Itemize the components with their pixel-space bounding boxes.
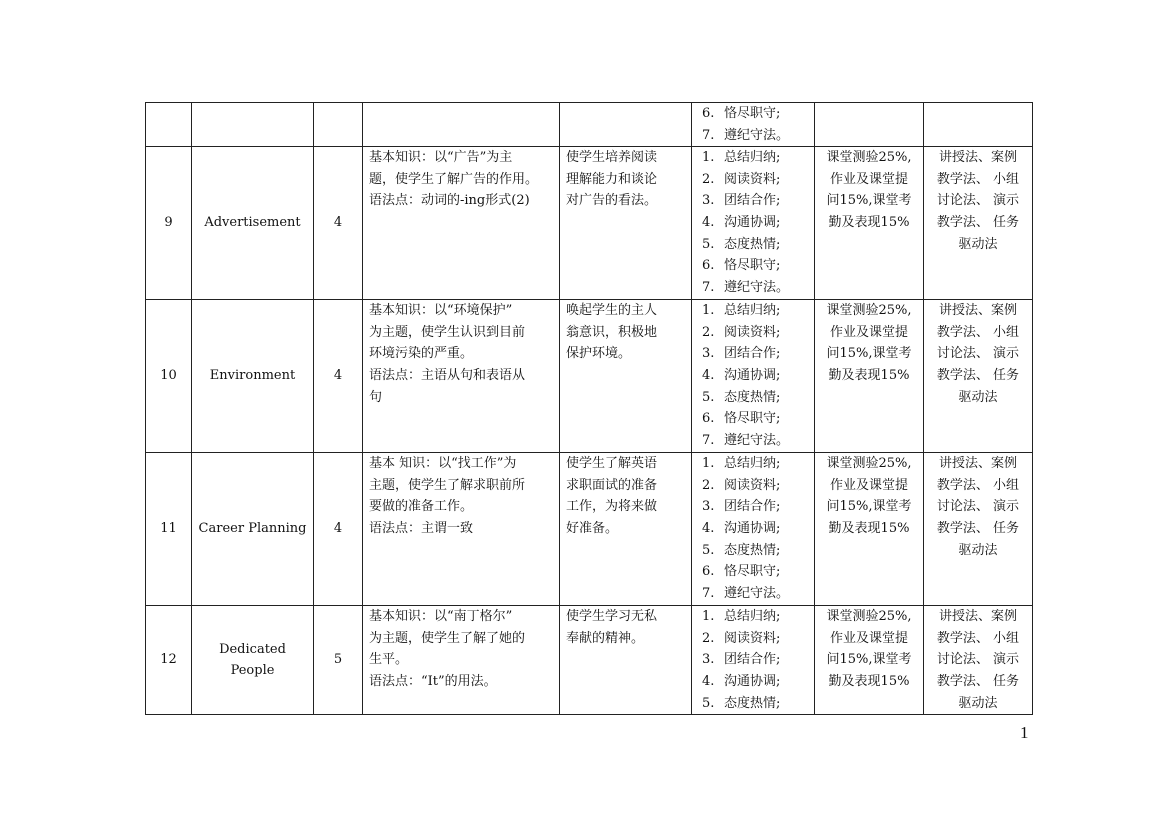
lesson-number-cell-text: 9 bbox=[164, 215, 173, 231]
list-item bbox=[702, 234, 814, 256]
hours-cell bbox=[314, 147, 363, 300]
skill-number: 3. bbox=[702, 652, 715, 668]
knowledge-cell-text: 基本知识：以“南丁格尔” 为主题，使学生了解了她的 生平。 语法点：“It”的用法。 bbox=[369, 609, 526, 689]
teaching-methods-cell bbox=[924, 147, 1033, 300]
skill-number: 5. bbox=[702, 236, 715, 252]
page-number: 1 bbox=[1020, 723, 1029, 742]
list-item bbox=[702, 300, 814, 322]
topic-cell-text: Advertisement bbox=[204, 215, 301, 231]
skill-number: 7. bbox=[702, 279, 715, 295]
skill-text: 遵纪守法。 bbox=[724, 279, 790, 295]
lesson-number-cell-text: 11 bbox=[160, 521, 177, 537]
list-item bbox=[702, 103, 814, 125]
list-item bbox=[702, 255, 814, 277]
list-item bbox=[702, 649, 814, 671]
lesson-number-cell bbox=[146, 147, 192, 300]
lesson-number-cell bbox=[146, 453, 192, 606]
skill-list bbox=[692, 147, 814, 298]
teaching-methods-cell bbox=[924, 300, 1033, 453]
quality-goal-cell bbox=[560, 453, 692, 606]
skill-list bbox=[692, 103, 814, 146]
hours-cell-text: 5 bbox=[333, 652, 343, 668]
table-row bbox=[146, 606, 1033, 715]
skill-text: 沟通协调; bbox=[724, 520, 781, 536]
skill-number: 2. bbox=[702, 171, 715, 187]
skill-text: 沟通协调; bbox=[724, 214, 781, 230]
teaching-methods-cell-text: 讲授法、案例 教学法、 小组 讨论法、 演示 教学法、 任务 驱动法 bbox=[936, 150, 1020, 252]
skill-number: 6. bbox=[702, 564, 715, 580]
quality-goal-cell bbox=[560, 147, 692, 300]
list-item bbox=[702, 518, 814, 540]
knowledge-cell-text: 基本 知识：以“找工作”为 主题，使学生了解求职前所 要做的准备工作。 语法点：主谓一致 bbox=[369, 456, 526, 536]
topic-cell-text: Environment bbox=[209, 368, 296, 384]
skills-cell bbox=[692, 453, 815, 606]
knowledge-cell-text: 基本知识：以“广告”为主 题，使学生了解广告的作用。 语法点：动词的-ing形式(2) bbox=[369, 150, 539, 209]
knowledge-cell bbox=[363, 103, 560, 147]
hours-cell bbox=[314, 453, 363, 606]
list-item bbox=[702, 606, 814, 628]
assessment-cell bbox=[815, 103, 924, 147]
quality-goal-cell bbox=[560, 300, 692, 453]
skill-number: 4. bbox=[702, 520, 715, 536]
assessment-cell-text: 课堂测验25%, 作业及课堂提 问15%,课堂考 勤及表现15% bbox=[826, 609, 912, 689]
skill-text: 总结归纳; bbox=[724, 150, 781, 166]
topic-cell bbox=[192, 147, 314, 300]
teaching-methods-cell-text: 讲授法、案例 教学法、 小组 讨论法、 演示 教学法、 任务 驱动法 bbox=[936, 609, 1020, 711]
list-item bbox=[702, 147, 814, 169]
skills-cell bbox=[692, 147, 815, 300]
topic-cell bbox=[192, 453, 314, 606]
skill-number: 3. bbox=[702, 499, 715, 515]
assessment-cell-text: 课堂测验25%, 作业及课堂提 问15%,课堂考 勤及表现15% bbox=[826, 303, 912, 383]
table-body bbox=[146, 103, 1033, 715]
list-item bbox=[702, 190, 814, 212]
skill-text: 团结合作; bbox=[724, 499, 781, 515]
skill-number: 6. bbox=[702, 411, 715, 427]
skill-number: 6. bbox=[702, 106, 715, 121]
topic-cell bbox=[192, 606, 314, 715]
skill-number: 2. bbox=[702, 477, 715, 493]
list-item bbox=[702, 671, 814, 693]
skill-text: 阅读资料; bbox=[724, 324, 781, 340]
skill-text: 恪尽职守; bbox=[724, 564, 781, 580]
skill-list bbox=[692, 453, 814, 604]
skill-number: 7. bbox=[702, 585, 715, 601]
lesson-number-cell bbox=[146, 103, 192, 147]
hours-cell bbox=[314, 103, 363, 147]
list-item bbox=[702, 365, 814, 387]
topic-cell-text: Dedicated People bbox=[219, 641, 286, 679]
skill-text: 沟通协调; bbox=[724, 673, 781, 689]
skill-text: 团结合作; bbox=[724, 652, 781, 668]
skill-number: 3. bbox=[702, 346, 715, 362]
quality-goal-cell-text: 使学生了解英语 求职面试的准备 工作，为将来做 好准备。 bbox=[566, 456, 658, 536]
knowledge-cell bbox=[363, 300, 560, 453]
skills-cell bbox=[692, 103, 815, 147]
assessment-cell bbox=[815, 453, 924, 606]
lesson-number-cell-text: 12 bbox=[160, 652, 177, 668]
list-item bbox=[702, 453, 814, 475]
skill-text: 恪尽职守; bbox=[724, 411, 781, 427]
skill-text: 团结合作; bbox=[724, 193, 781, 209]
list-item bbox=[702, 583, 814, 605]
list-item bbox=[702, 475, 814, 497]
skill-text: 态度热情; bbox=[724, 695, 781, 711]
skill-text: 团结合作; bbox=[724, 346, 781, 362]
skill-text: 态度热情; bbox=[724, 542, 781, 558]
skill-number: 4. bbox=[702, 673, 715, 689]
quality-goal-cell-text: 使学生培养阅读 理解能力和谈论 对广告的看法。 bbox=[566, 150, 658, 209]
topic-cell bbox=[192, 103, 314, 147]
teaching-methods-cell bbox=[924, 606, 1033, 715]
assessment-cell bbox=[815, 606, 924, 715]
skill-text: 遵纪守法。 bbox=[724, 127, 790, 143]
teaching-methods-cell-text: 讲授法、案例 教学法、 小组 讨论法、 演示 教学法、 任务 驱动法 bbox=[936, 456, 1020, 558]
course-plan-table bbox=[145, 102, 1033, 715]
topic-cell bbox=[192, 300, 314, 453]
knowledge-cell bbox=[363, 453, 560, 606]
hours-cell bbox=[314, 606, 363, 715]
list-item bbox=[702, 387, 814, 409]
assessment-cell bbox=[815, 147, 924, 300]
teaching-methods-cell-text: 讲授法、案例 教学法、 小组 讨论法、 演示 教学法、 任务 驱动法 bbox=[936, 303, 1020, 405]
skill-text: 恪尽职守; bbox=[724, 258, 781, 274]
skill-text: 遵纪守法。 bbox=[724, 585, 790, 601]
skill-number: 1. bbox=[702, 303, 715, 319]
list-item bbox=[702, 496, 814, 518]
skill-text: 沟通协调; bbox=[724, 367, 781, 383]
skill-number: 1. bbox=[702, 456, 715, 472]
list-item bbox=[702, 322, 814, 344]
teaching-methods-cell bbox=[924, 103, 1033, 147]
quality-goal-cell bbox=[560, 606, 692, 715]
skill-list bbox=[692, 300, 814, 451]
list-item bbox=[702, 277, 814, 299]
skill-number: 2. bbox=[702, 630, 715, 646]
knowledge-cell bbox=[363, 606, 560, 715]
skill-text: 态度热情; bbox=[724, 389, 781, 405]
skill-text: 阅读资料; bbox=[724, 171, 781, 187]
skill-text: 总结归纳; bbox=[724, 456, 781, 472]
skill-number: 1. bbox=[702, 150, 715, 166]
skill-number: 5. bbox=[702, 389, 715, 405]
list-item bbox=[702, 540, 814, 562]
topic-cell-text: Career Planning bbox=[198, 521, 307, 537]
hours-cell-text: 4 bbox=[333, 215, 343, 231]
table-row bbox=[146, 300, 1033, 453]
list-item bbox=[702, 561, 814, 583]
skill-text: 总结归纳; bbox=[724, 609, 781, 625]
skill-text: 阅读资料; bbox=[724, 630, 781, 646]
skill-list bbox=[692, 606, 814, 714]
quality-goal-cell-text: 唤起学生的主人 翁意识，积极地 保护环境。 bbox=[566, 303, 658, 362]
skill-text: 阅读资料; bbox=[724, 477, 781, 493]
list-item bbox=[702, 125, 814, 147]
list-item bbox=[702, 628, 814, 650]
table-row bbox=[146, 147, 1033, 300]
knowledge-cell-text: 基本知识：以“环境保护” 为主题，使学生认识到目前 环境污染的严重。 语法点：主语从句和表语从 句 bbox=[369, 303, 526, 405]
skill-number: 1. bbox=[702, 609, 715, 625]
list-item bbox=[702, 408, 814, 430]
list-item bbox=[702, 693, 814, 715]
hours-cell-text: 4 bbox=[333, 368, 343, 384]
skill-text: 总结归纳; bbox=[724, 303, 781, 319]
knowledge-cell bbox=[363, 147, 560, 300]
list-item bbox=[702, 212, 814, 234]
skill-text: 遵纪守法。 bbox=[724, 432, 790, 448]
lesson-number-cell-text: 10 bbox=[160, 368, 177, 384]
hours-cell bbox=[314, 300, 363, 453]
skill-number: 2. bbox=[702, 324, 715, 340]
skill-text: 恪尽职守; bbox=[724, 106, 781, 121]
quality-goal-cell-text: 使学生学习无私 奉献的精神。 bbox=[566, 609, 658, 646]
list-item bbox=[702, 169, 814, 191]
skill-number: 6. bbox=[702, 258, 715, 274]
skill-number: 7. bbox=[702, 127, 715, 143]
table-row bbox=[146, 453, 1033, 606]
skill-text: 态度热情; bbox=[724, 236, 781, 252]
skill-number: 7. bbox=[702, 432, 715, 448]
skill-number: 5. bbox=[702, 542, 715, 558]
quality-goal-cell bbox=[560, 103, 692, 147]
skill-number: 5. bbox=[702, 695, 715, 711]
skill-number: 4. bbox=[702, 214, 715, 230]
teaching-methods-cell bbox=[924, 453, 1033, 606]
skills-cell bbox=[692, 300, 815, 453]
lesson-number-cell bbox=[146, 606, 192, 715]
table-row bbox=[146, 103, 1033, 147]
lesson-number-cell bbox=[146, 300, 192, 453]
hours-cell-text: 4 bbox=[333, 521, 343, 537]
skill-number: 4. bbox=[702, 367, 715, 383]
assessment-cell bbox=[815, 300, 924, 453]
assessment-cell-text: 课堂测验25%, 作业及课堂提 问15%,课堂考 勤及表现15% bbox=[826, 456, 912, 536]
skill-number: 3. bbox=[702, 193, 715, 209]
skills-cell bbox=[692, 606, 815, 715]
list-item bbox=[702, 343, 814, 365]
list-item bbox=[702, 430, 814, 452]
assessment-cell-text: 课堂测验25%, 作业及课堂提 问15%,课堂考 勤及表现15% bbox=[826, 150, 912, 230]
